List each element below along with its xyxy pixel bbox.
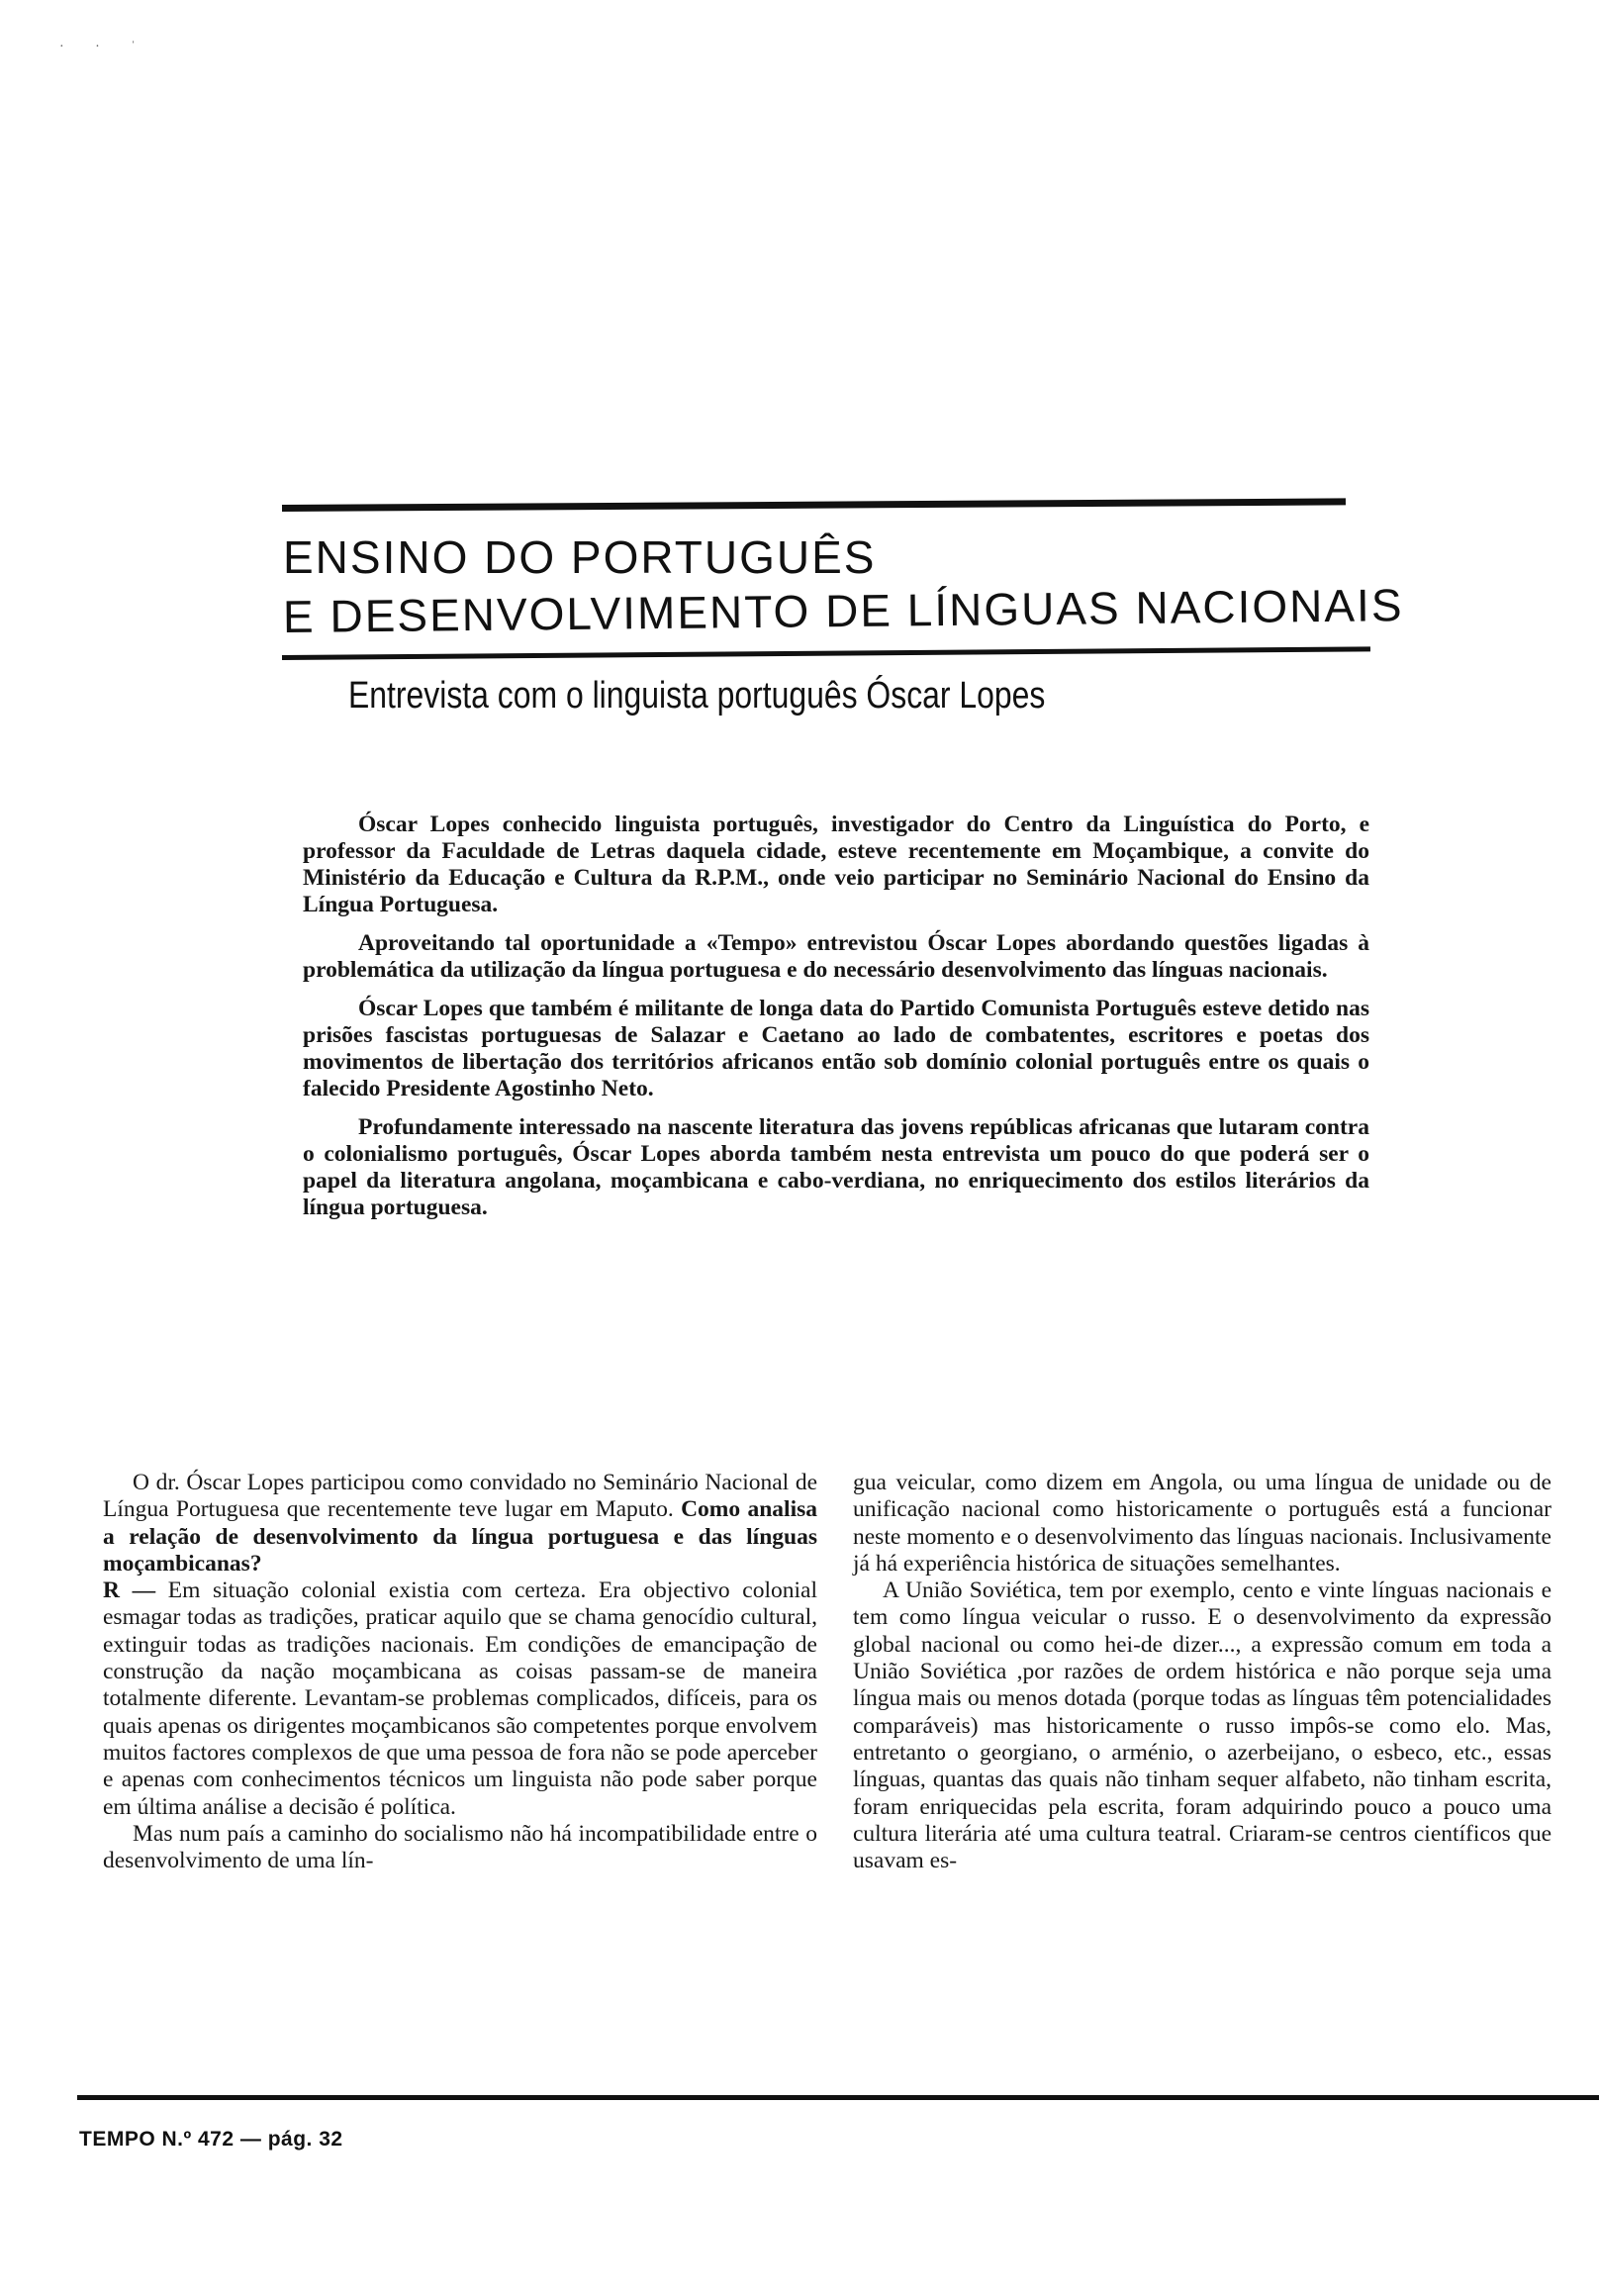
title-rule-bottom <box>282 646 1370 660</box>
answer-paragraph-1 <box>103 1578 817 1821</box>
intro-block <box>303 812 1369 1233</box>
intro-paragraph-3: Óscar Lopes que também é militante de longa data do Partido Comunista Português esteve detido nas prisões fascistas portuguesas de Salazar e Caetano ao lado de combatentes, escritores e poetas dos movimentos de libertação dos territórios africanos então sob domínio colonial português entre os quais o falecido Presidente Agostinho Neto. <box>303 996 1369 1101</box>
intro-paragraph-1: Óscar Lopes conhecido linguista português, investigador do Centro da Linguística do Porto, e professor da Faculdade de Letras daquela cidade, esteve recentemente em Moçambique, a convite do Ministério da Educação e Cultura da R.P.M., onde veio participar no Seminário Nacional do Ensino da Língua Portuguesa. <box>303 812 1369 917</box>
subtitle: Entrevista com o linguista português Óscar Lopes <box>348 675 1046 717</box>
question-bold: Como analisa a relação de desenvolvimento da língua portuguesa e das línguas moçambicanas? <box>103 1496 817 1577</box>
scan-specks: · · ˈ <box>59 40 149 54</box>
question-paragraph <box>103 1470 817 1578</box>
left-column <box>103 1470 817 1874</box>
title-line-2: E DESENVOLVIMENTO DE LÍNGUAS NACIONAIS <box>282 579 1404 642</box>
page-footer: TEMPO N.º 472 — pág. 32 <box>79 2128 343 2151</box>
title-rule-top <box>282 498 1346 512</box>
title-line-1: ENSINO DO PORTUGUÊS <box>283 531 877 583</box>
answer-paragraph-2: Mas num país a caminho do socialismo não há incompatibilidade entre o desenvolvimento de uma lín- <box>103 1820 817 1874</box>
question-lead: O dr. Óscar Lopes participou como convidado no Seminário Nacional de Língua Portuguesa que recentemente teve lugar em Maputo. <box>103 1470 817 1523</box>
answer-text-1: Em situação colonial existia com certeza. Era objectivo colonial esmagar todas as tradições, praticar aquilo que se chama genocídio cultural, extinguir todas as tradições nacionais. Em condições de emancipação de construção da nação moçambicana as coisas passam-se de maneira totalmente diferente. Levantam-se problemas complicados, difíceis, para os quais apenas os dirigentes moçambicanos são competentes porque envolvem muitos factores complexos de que uma pessoa de fora não se pode aperceber e apenas com conhecimentos técnicos um linguista não pode saber porque em última análise a decisão é política. <box>103 1578 817 1820</box>
answer-marker: R — <box>103 1578 156 1604</box>
intro-paragraph-4: Profundamente interessado na nascente literatura das jovens repúblicas africanas que lutaram contra o colonialismo português, Óscar Lopes aborda também nesta entrevista um pouco do que poderá ser o papel da literatura angolana, moçambicana e cabo-verdiana, no enriquecimento dos estilos literários da língua portuguesa. <box>303 1114 1369 1220</box>
right-column <box>853 1470 1552 1874</box>
right-paragraph-2: A União Soviética, tem por exemplo, cento e vinte línguas nacionais e tem como língua veicular o russo. E o desenvolvimento da expressão global nacional ou como hei-de dizer..., a expressão comum em toda a União Soviética ,por razões de ordem histórica e não porque seja uma língua mais ou menos dotada (porque todas as línguas têm potencialidades comparáveis) mas historicamente o russo impôs-se como elo. Mas, entretanto o georgiano, o arménio, o azerbeijano, o esbeco, etc., essas línguas, quantas das quais não tinham sequer alfabeto, não tinham escrita, foram enriquecidas pela escrita, foram adquirindo pouco a pouco uma cultura literária até uma cultura teatral. Criaram-se centros científicos que usavam es- <box>853 1578 1552 1874</box>
footer-rule <box>77 2095 1599 2100</box>
intro-paragraph-2: Aproveitando tal oportunidade a «Tempo» entrevistou Óscar Lopes abordando questões ligadas à problemática da utilização da língua portuguesa e do necessário desenvolvimento das línguas nacionais. <box>303 930 1369 983</box>
right-paragraph-1: gua veicular, como dizem em Angola, ou uma língua de unidade ou de unificação nacional como historicamente o português está a funcionar neste momento e o desenvolvimento das línguas nacionais. Inclusivamente já há experiência histórica de situações semelhantes. <box>853 1470 1552 1577</box>
